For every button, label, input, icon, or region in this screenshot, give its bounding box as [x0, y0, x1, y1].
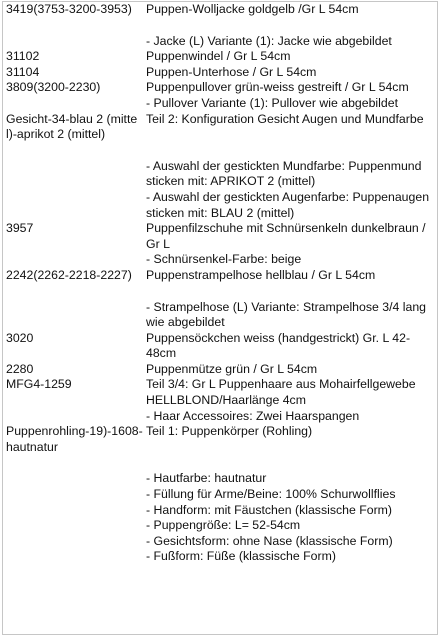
- item-code: [3, 409, 144, 425]
- item-code: Gesicht-34-blau 2 (mittel)-aprikot 2 (mittel): [6, 111, 138, 142]
- order-items-sheet: [2, 1, 438, 635]
- item-code: Puppenrohling-19)-1608-hautnatur: [6, 424, 143, 454]
- order-item-row: [3, 2, 437, 18]
- item-description: Puppenfilzschuhe mit Schnürsenkeln dunkelbraun / Gr L: [146, 221, 426, 251]
- order-item-option-row: [3, 409, 437, 425]
- order-item-row: [3, 112, 437, 143]
- item-option: - Hautfarbe: hautnatur: [146, 471, 267, 486]
- item-description: Puppenwindel / Gr L 54cm: [146, 49, 291, 64]
- order-item-row: [3, 268, 437, 284]
- item-code: [3, 300, 144, 331]
- order-item-option-row: [3, 487, 437, 503]
- order-item-option-row: [3, 252, 437, 268]
- order-item-row: [3, 362, 437, 378]
- item-code: [3, 96, 144, 112]
- item-code: [3, 534, 144, 550]
- order-item-option-row: [3, 159, 437, 190]
- item-code: [3, 487, 144, 503]
- spacer-cell: [144, 18, 437, 34]
- order-item-row: [3, 331, 437, 362]
- item-code: [3, 252, 144, 268]
- order-item-option-row: [3, 34, 437, 50]
- spacer-cell: [3, 18, 144, 34]
- order-item-row: [3, 49, 437, 65]
- order-item-row: [3, 221, 437, 252]
- item-description: Puppenpullover grün-weiss gestreift / Gr L 54cm: [146, 80, 409, 95]
- item-code: 3809(3200-2230): [6, 80, 101, 95]
- order-item-row: [3, 80, 437, 96]
- order-item-row: [3, 65, 437, 81]
- item-description: Teil 1: Puppenkörper (Rohling): [146, 424, 313, 439]
- item-option: - Haar Accessoires: Zwei Haarspangen: [146, 408, 360, 423]
- item-code: [3, 159, 144, 190]
- item-code: 3020: [6, 330, 34, 345]
- item-description: Puppen-Unterhose / Gr L 54cm: [146, 64, 317, 79]
- order-item-option-row: [3, 549, 437, 565]
- item-description: Puppensöckchen weiss (handgestrickt) Gr. L 42-48cm: [146, 330, 411, 361]
- item-description: Puppenstrampelhose hellblau / Gr L 54cm: [146, 267, 376, 282]
- order-items-table: [3, 2, 437, 565]
- spacer-cell: [144, 143, 437, 159]
- row-spacer: [3, 143, 437, 159]
- item-option: - Handform: mit Fäustchen (klassische Form): [146, 502, 392, 517]
- item-option: - Jacke (L) Variante (1): Jacke wie abgebildet: [146, 33, 392, 48]
- item-code: [3, 503, 144, 519]
- item-code: 3419(3753-3200-3953): [6, 2, 132, 16]
- row-spacer: [3, 455, 437, 471]
- item-option: - Füllung für Arme/Beine: 100% Schurwollflies: [146, 487, 396, 502]
- order-item-row: [3, 424, 437, 455]
- item-description: Teil 2: Konfiguration Gesicht Augen und Mundfarbe: [146, 111, 424, 126]
- order-item-option-row: [3, 518, 437, 534]
- spacer-cell: [3, 143, 144, 159]
- item-description: Teil 3/4: Gr L Puppenhaare aus Mohairfellgewebe HELLBLOND/Haarlänge 4cm: [146, 377, 416, 408]
- item-option: - Puppengröße: L= 52-54cm: [146, 518, 301, 533]
- item-option: - Strampelhose (L) Variante: Strampelhose 3/4 lang wie abgebildet: [146, 299, 427, 330]
- row-spacer: [3, 284, 437, 300]
- item-code: [3, 518, 144, 534]
- row-spacer: [3, 18, 437, 34]
- item-code: 2242(2262-2218-2227): [6, 267, 132, 282]
- order-item-row: [3, 377, 437, 408]
- item-description: Puppen-Wolljacke goldgelb /Gr L 54cm: [146, 2, 359, 16]
- item-option: - Auswahl der gestickten Mundfarbe: Puppenmund sticken mit: APRIKOT 2 (mittel): [146, 158, 422, 189]
- item-code: 2280: [6, 361, 34, 376]
- order-item-option-row: [3, 503, 437, 519]
- order-item-option-row: [3, 300, 437, 331]
- item-description: Puppenmütze grün / Gr L 54cm: [146, 361, 318, 376]
- order-item-option-row: [3, 534, 437, 550]
- order-item-option-row: [3, 96, 437, 112]
- item-code: MFG4-1259: [6, 377, 72, 392]
- item-code: 3957: [6, 221, 34, 236]
- item-code: 31102: [6, 49, 40, 64]
- item-option: - Fußform: Füße (klassische Form): [146, 549, 336, 564]
- item-code: [3, 471, 144, 487]
- item-option: - Schnürsenkel-Farbe: beige: [146, 252, 302, 267]
- item-option: - Gesichtsform: ohne Nase (klassische Form): [146, 533, 393, 548]
- item-option: - Auswahl der gestickten Augenfarbe: Puppenaugen sticken mit: BLAU 2 (mittel): [146, 189, 430, 220]
- item-option: - Pullover Variante (1): Pullover wie abgebildet: [146, 95, 398, 110]
- spacer-cell: [144, 455, 437, 471]
- item-code: [3, 34, 144, 50]
- order-item-option-row: [3, 190, 437, 221]
- spacer-cell: [144, 284, 437, 300]
- item-code: [3, 549, 144, 565]
- spacer-cell: [3, 455, 144, 471]
- spacer-cell: [3, 284, 144, 300]
- item-code: [3, 190, 144, 221]
- item-code: 31104: [6, 64, 40, 79]
- order-item-option-row: [3, 471, 437, 487]
